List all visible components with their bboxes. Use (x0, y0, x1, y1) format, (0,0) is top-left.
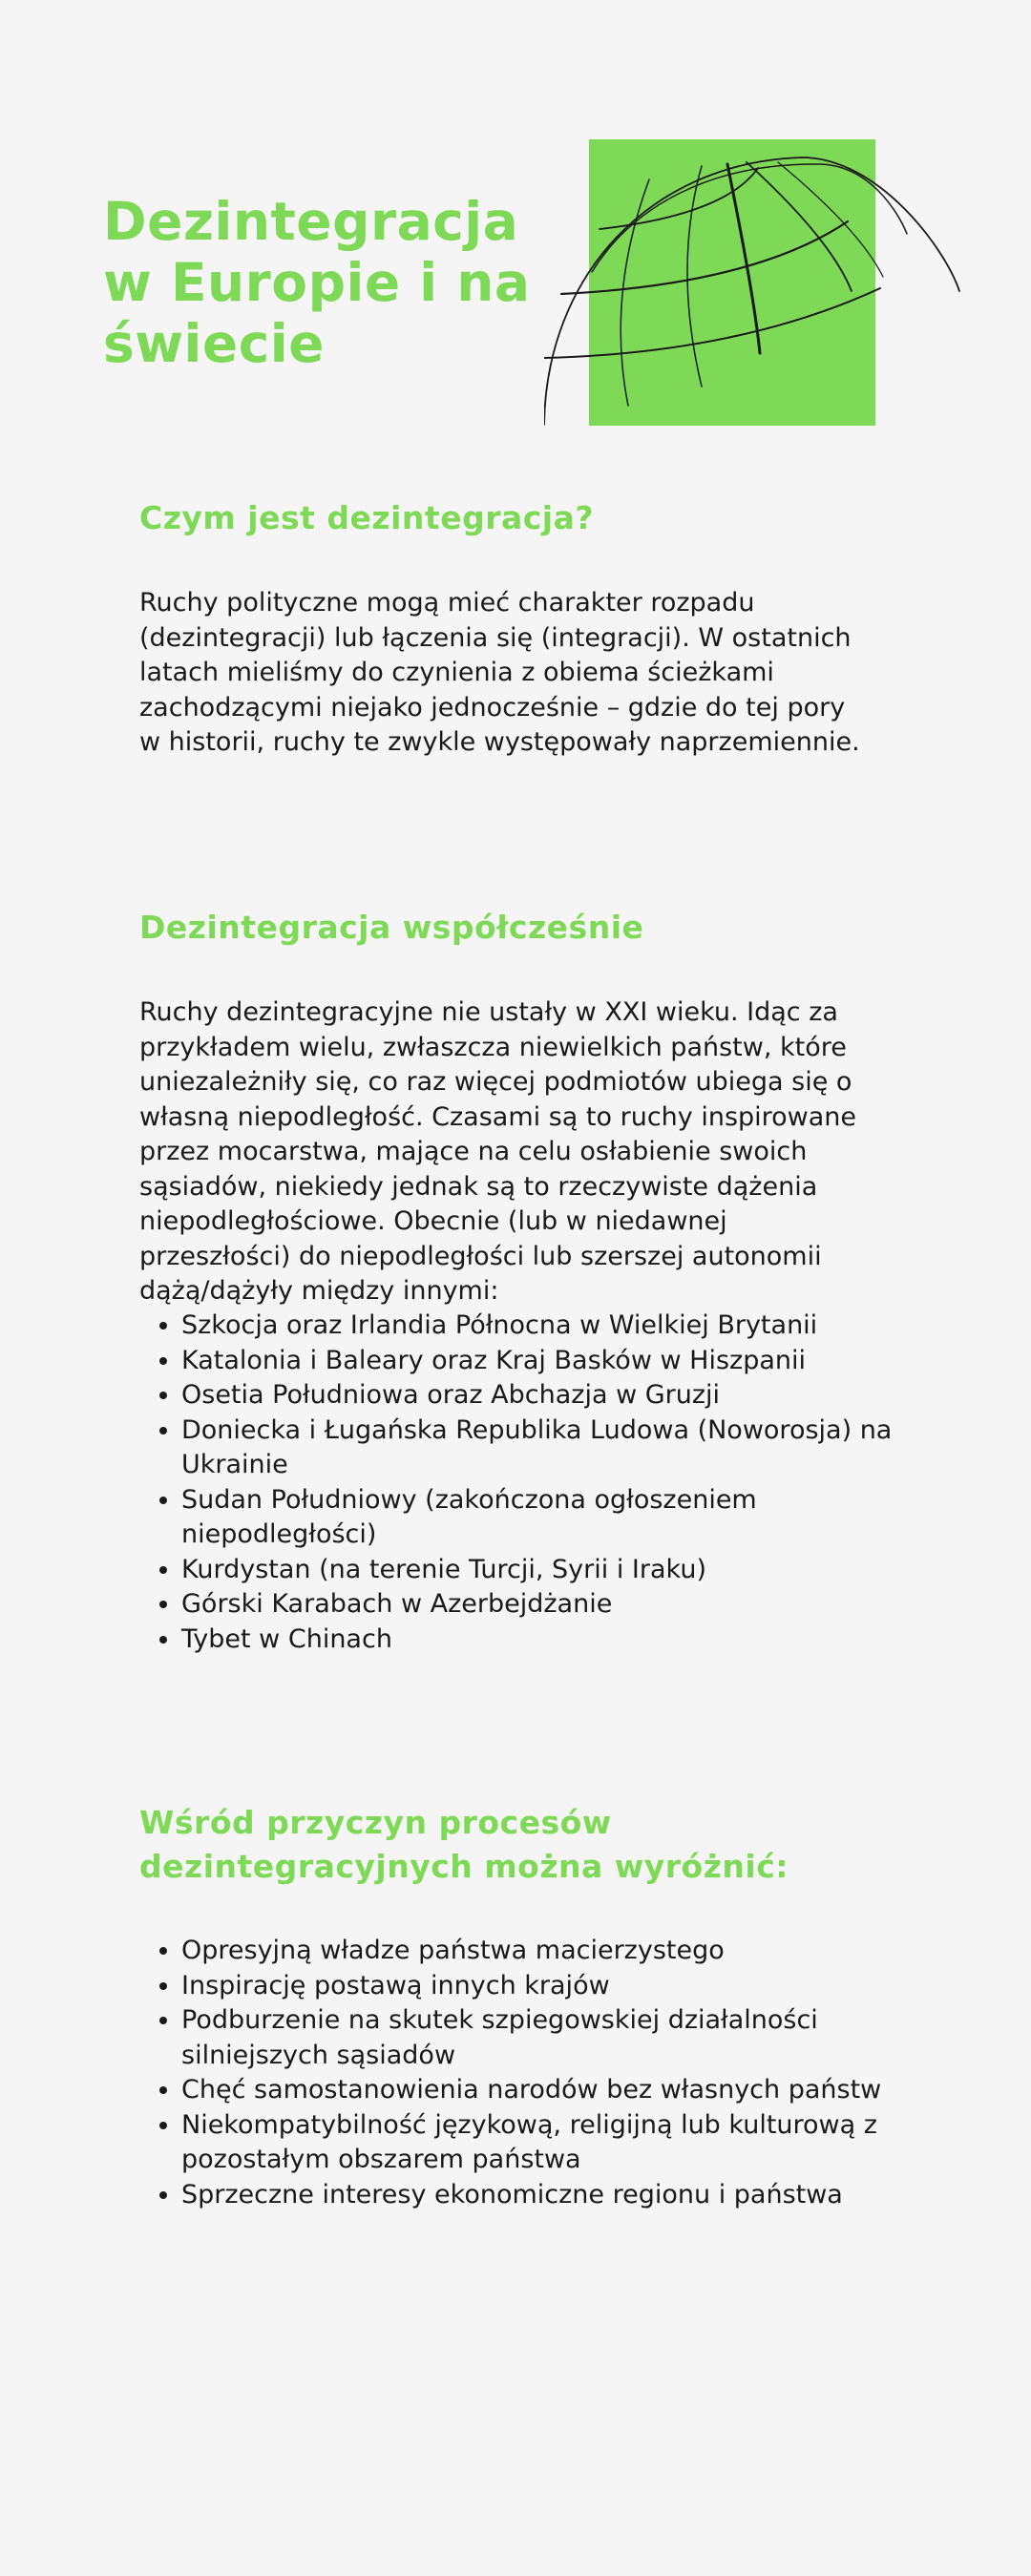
causes-list (139, 1934, 907, 2212)
list-item: • Inspirację postawą innych krajów (181, 1969, 907, 2004)
page-title: Dezintegracja w Europie i na świecie (103, 191, 531, 374)
globe-grid-icon (544, 134, 964, 439)
section-text-what-is: Ruchy polityczne mogą mieć charakter rozpadu (dezintegracji) lub łączenia się (integracji). W ostatnich latach mieliśmy do czynienia z obiema ścieżkami zachodzącymi niejako jednocześnie – gdzie do tej pory w historii, ruchy te zwykle występowały naprzemiennie. (139, 588, 860, 757)
list-item: • Górski Karabach w Azerbejdżanie (181, 1587, 907, 1623)
list-item: • Sudan Południowy (zakończona ogłoszeniem niepodległości) (181, 1483, 907, 1553)
section-text-contemporary: Ruchy dezintegracyjne nie ustały w XXI wieku. Idąc za przykładem wielu, zwłaszcza niewielkich państw, które uniezależniły się, co raz więcej podmiotów ubiega się o własną niepodległość. Czasami są to ruchy inspirowane przez mocarstwa, mające na celu osłabienie swoich sąsiadów, niekiedy jednak są to rzeczywiste dążenia niepodległościowe. Obecnie (lub w niedawnej przeszłości) do niepodległości lub szerszej autonomii dążą/dążyły między innymi: (139, 997, 857, 1306)
movements-list (139, 1309, 907, 1657)
list-item: • Osetia Południowa oraz Abchazja w Gruzji (181, 1378, 907, 1414)
list-item: • Katalonia i Baleary oraz Kraj Basków w Hiszpanii (181, 1344, 907, 1379)
list-item: • Tybet w Chinach (181, 1623, 907, 1658)
list-item: • Podburzenie na skutek szpiegowskiej działalności silniejszych sąsiadów (181, 2003, 907, 2073)
list-item: • Kurdystan (na terenie Turcji, Syrii i Iraku) (181, 1553, 907, 1588)
section-heading-causes: Wśród przyczyn procesów dezintegracyjnych można wyróżnić: (139, 1804, 789, 1885)
section-heading-what-is: Czym jest dezintegracja? (139, 499, 595, 536)
list-item: • Chęć samostanowienia narodów bez własnych państw (181, 2073, 907, 2108)
list-item: • Niekompatybilność językową, religijną lub kulturową z pozostałym obszarem państwa (181, 2108, 907, 2178)
list-item: • Szkocja oraz Irlandia Północna w Wielkiej Brytanii (181, 1309, 907, 1344)
list-item: • Doniecka i Ługańska Republika Ludowa (Noworosja) na Ukrainie (181, 1414, 907, 1483)
list-item: • Opresyjną władze państwa macierzystego (181, 1934, 907, 1969)
list-item: • Sprzeczne interesy ekonomiczne regionu i państwa (181, 2178, 907, 2213)
section-heading-contemporary: Dezintegracja współcześnie (139, 909, 644, 946)
